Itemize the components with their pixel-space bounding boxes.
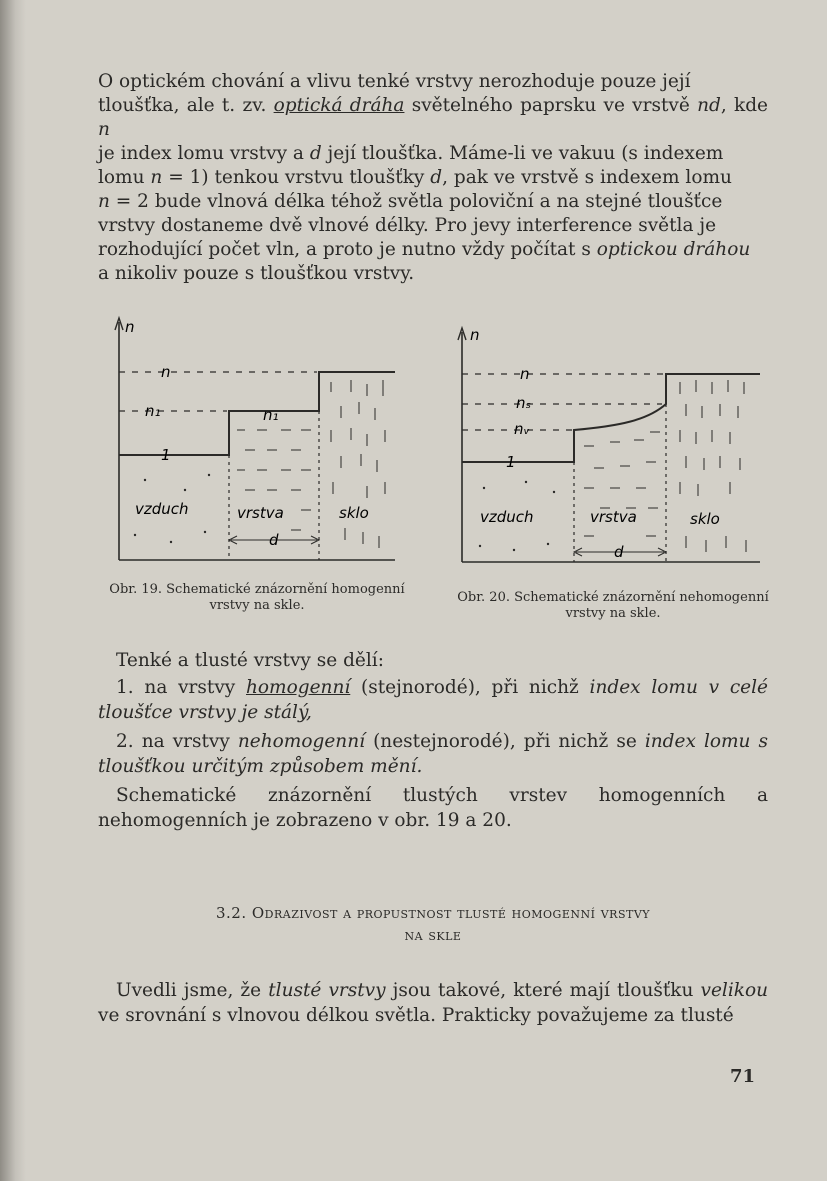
label-air: vzduch (135, 500, 189, 518)
label-layer: vrstva (237, 504, 284, 522)
label-glass: sklo (339, 504, 369, 522)
axis-label: n (125, 318, 135, 336)
list-item: 2. na vrstvy nehomogenní (nestejnorodé), při nichž se index lomu s tloušťkou určitým způsobem mění. (98, 731, 768, 777)
line: tloušťka, ale t. zv. optická dráha světelného paprsku ve vrstvě nd, kde n (98, 95, 768, 140)
label-level-1: 1 (506, 453, 516, 471)
line: a nikoliv pouze s tloušťkou vrstvy. (98, 263, 415, 284)
index-profile (462, 374, 760, 462)
label-level-n: n (161, 363, 171, 381)
label-air: vzduch (480, 508, 534, 526)
label-thickness: d (614, 543, 624, 561)
list-closing: Schematické znázornění tlustých vrstev homogenních a nehomogenních je zobrazeno v obr. 19 a 20. (98, 785, 768, 831)
figure-20-caption: Obr. 20. Schematické znázornění nehomogenní vrstvy na skle. (457, 590, 769, 621)
label-level-nv: nᵥ (514, 420, 530, 438)
list-item: 1. na vrstvy homogenní (stejnorodé), při nichž index lomu v celé tloušťce vrstvy je stálý, (98, 677, 768, 723)
line: O optickém chování a vlivu tenké vrstvy nerozhoduje pouze její (98, 71, 691, 92)
label-thickness: d (269, 531, 279, 549)
page-gutter (0, 0, 26, 1181)
line: lomu n = 1) tenkou vrstvu tloušťky d, pak ve vrstvě s indexem lomu (98, 167, 732, 188)
paragraph-thick-layers: Uvedli jsme, že tlusté vrstvy jsou takové, které mají tloušťku velikou ve srovnání s vlnovou délkou světla. Prakticky považujeme za tlusté (98, 980, 769, 1026)
glass-hatching (331, 380, 385, 548)
label-layer: vrstva (590, 508, 637, 526)
paragraph-optical-path (98, 70, 768, 286)
layer-classification (98, 648, 768, 833)
label-glass: sklo (690, 510, 720, 528)
line: vrstvy dostaneme dvě vlnové délky. Pro jevy interference světla je (98, 215, 717, 236)
page-number: 71 (729, 1066, 755, 1087)
label-level-n1: n₁ (145, 402, 161, 420)
axis-label: n (470, 326, 480, 344)
figure-19-diagram (105, 310, 405, 565)
label-level-n: n (520, 365, 530, 383)
section-heading: 3.2. Odrazivost a propustnost tlusté homogenní vrstvy na skle (215, 904, 651, 944)
label-level-ns: nₛ (516, 394, 532, 412)
figure-20-diagram (450, 322, 770, 572)
figure-19-caption: Obr. 19. Schematické znázornění homogenní vrstvy na skle. (109, 582, 405, 613)
list-intro: Tenké a tlusté vrstvy se dělí: (116, 650, 384, 671)
label-level-1: 1 (161, 446, 171, 464)
label-step-n1: n₁ (263, 406, 279, 424)
line: n = 2 bude vlnová délka téhož světla poloviční a na stejné tloušťce (98, 191, 723, 212)
line: rozhodující počet vln, a proto je nutno vždy počítat s optickou dráhou (98, 239, 751, 260)
line: je index lomu vrstvy a d její tloušťka. Máme-li ve vakuu (s indexem (98, 143, 724, 164)
